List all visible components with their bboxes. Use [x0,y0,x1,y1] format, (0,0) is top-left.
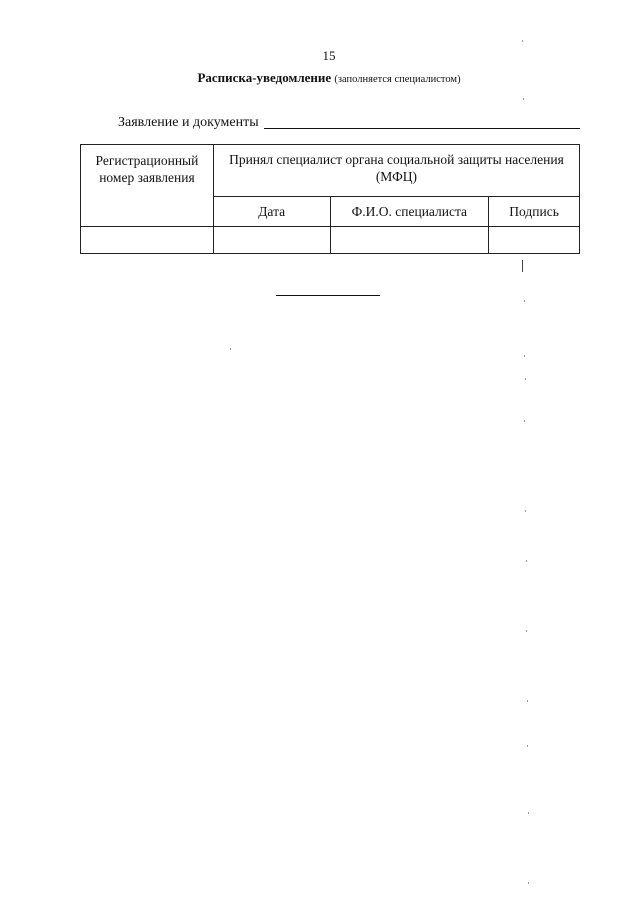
table-row [81,227,580,254]
scan-speck [527,745,528,747]
header-accepted-by: Принял специалист органа социальной защиты населения (МФЦ) [213,145,579,197]
scan-speck [525,510,526,512]
scan-speck [528,812,529,814]
scan-mark [522,260,523,272]
statement-fill-line [264,114,580,129]
header-date: Дата [213,197,330,227]
page-heading [0,70,640,86]
scan-speck [528,882,529,884]
page-number: 15 [322,48,336,63]
scan-speck [526,630,527,632]
cell-specialist-name [330,227,489,254]
scan-speck [522,40,523,42]
scan-speck [524,420,525,422]
statement-label: Заявление и документы [118,115,259,130]
heading-title: Расписка-уведомление [197,70,332,85]
scan-speck [526,560,527,562]
table-header-row [81,145,580,197]
statement-line [118,114,580,131]
cell-date [213,227,330,254]
scan-speck [527,700,528,702]
receipt-table [80,144,580,254]
cell-signature [489,227,580,254]
scan-speck [524,300,525,302]
heading-note: (заполняется специалистом) [334,74,461,85]
header-specialist-name: Ф.И.О. специалиста [330,197,489,227]
cell-reg-number [81,227,214,254]
header-signature: Подпись [489,197,580,227]
closing-rule [276,295,380,296]
scan-speck [525,378,526,380]
scan-speck [230,348,231,350]
scan-speck [523,98,524,100]
header-reg-number: Регистрационный номер заявления [81,145,214,227]
scan-speck [524,355,525,357]
